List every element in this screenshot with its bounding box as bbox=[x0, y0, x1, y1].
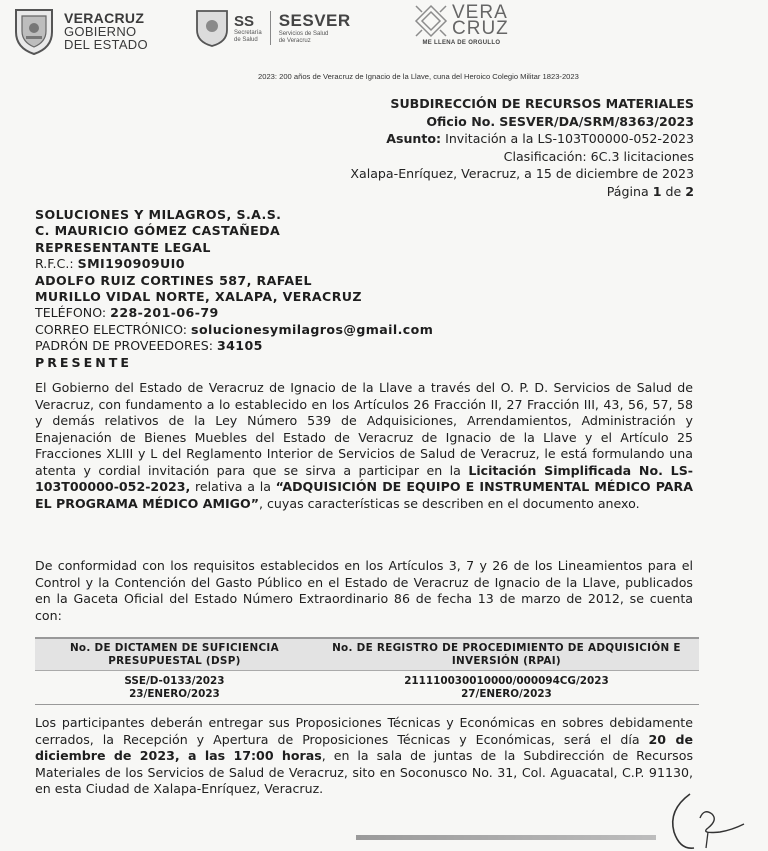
phone-label: TELÉFONO: bbox=[35, 305, 107, 321]
gobierno-line-3: DEL ESTADO bbox=[64, 36, 148, 52]
dsp-date: 23/ENERO/2023 bbox=[129, 687, 220, 700]
asunto-value: Invitación a la LS-103T00000-052-2023 bbox=[445, 131, 694, 146]
p1-text-a: El Gobierno del Estado de Veracruz de Ignacio de la Llave a través del O. P. D. Servicios de Salud de Veracruz, con fundamento a lo establecido en los Artículos 26 Fracción II, 27 Fracción III, 43, 56, 57, 58 y demás relativos de la Ley Número 539 de Adquisiciones, Arrendamientos, Administración y Enajenación de Bienes Muebles del Estado de Veracruz de Ignacio de la Llave y el Artículo 25 Fracciones XLIII y L del Reglamento Interior de Servicios de Salud de Veracruz, le está formulando una atenta y cordial invitación para que se sirva a participar en la bbox=[35, 380, 693, 478]
rfc-label: R.F.C.: bbox=[35, 256, 74, 272]
phone-value: 228-201-06-79 bbox=[110, 305, 219, 321]
presente: PRESENTE bbox=[35, 354, 132, 370]
page-indicator bbox=[350, 183, 694, 201]
recipient-role: REPRESENTANTE LEGAL bbox=[35, 239, 211, 255]
footer-bar bbox=[356, 835, 656, 840]
page-number: 1 bbox=[652, 183, 662, 199]
sesver-sub-2: de Veracruz bbox=[278, 38, 311, 44]
coat-of-arms-icon bbox=[12, 6, 56, 56]
table-header-rpai: No. DE REGISTRO DE PROCEDIMIENTO DE ADQUISICIÓN E INVERSIÓN (RPAI) bbox=[314, 638, 699, 671]
requirements-paragraph: De conformidad con los requisitos establecidos en los Artículos 3, 7 y 26 de los Lineamientos para el Control y la Contención del Gasto Público en el Estado de Veracruz de Ignacio de la Llave, publicados en la Gaceta Oficial del Estado Número Extraordinario 86 de fecha 13 de marzo de 2012, se cuenta con: bbox=[35, 558, 693, 623]
rpai-cell bbox=[314, 671, 699, 705]
logo-divider bbox=[270, 11, 271, 45]
p1-licitacion: Licitación Simplificada No. LS-103T00000-052-2023, bbox=[35, 462, 694, 494]
sesver-sub-1: Servicios de Salud bbox=[278, 31, 329, 37]
table-header-dsp: No. DE DICTAMEN DE SUFICIENCIA PRESUPUESTAL (DSP) bbox=[35, 638, 314, 671]
asunto-label: Asunto: bbox=[386, 131, 442, 146]
gobierno-logo bbox=[12, 6, 148, 56]
gobierno-line-1: VERACRUZ bbox=[64, 9, 145, 26]
table-row bbox=[35, 671, 699, 705]
oficio-label: Oficio No. bbox=[426, 113, 496, 129]
ss-sub-2: de Salud bbox=[234, 36, 258, 43]
rfc-value: SMI190909UI0 bbox=[77, 256, 185, 272]
sesver-mark: SESVER bbox=[278, 11, 351, 30]
reference-block bbox=[350, 95, 694, 200]
p1-text-c: relativa a la bbox=[190, 479, 276, 494]
oficio-number: SESVER/DA/SRM/8363/2023 bbox=[499, 113, 694, 129]
veracruz-pattern-icon bbox=[414, 4, 448, 38]
padron-value: 34105 bbox=[216, 338, 263, 354]
email-value: solucionesymilagros@gmail.com bbox=[191, 321, 434, 337]
signature-mark-icon bbox=[660, 788, 750, 851]
budget-table bbox=[35, 637, 699, 705]
email-label: CORREO ELECTRÓNICO: bbox=[35, 321, 188, 337]
addressee-block bbox=[35, 207, 433, 371]
clasificacion: Clasificación: 6C.3 licitaciones bbox=[503, 148, 694, 164]
year-commemoration-line: 2023: 200 años de Veracruz de Ignacio de la Llave, cuna del Heroico Colegio Militar 1823-2023 bbox=[258, 72, 579, 81]
invitation-paragraph bbox=[35, 380, 693, 512]
rpai-number: 211110030010000/000094CG/2023 bbox=[404, 675, 609, 687]
page-total: 2 bbox=[685, 183, 694, 199]
p3-text-a: Los participantes deberán entregar sus Proposiciones Técnicas y Económicas en sobres debidamente cerrados, la Recepción y Apertura de Proposiciones Técnicas y Económicas, será el día bbox=[35, 715, 693, 747]
padron-label: PADRÓN DE PROVEEDORES: bbox=[35, 338, 213, 354]
ss-sub-1: Secretaría bbox=[234, 29, 262, 36]
ss-mark: SS bbox=[234, 12, 255, 30]
vera-line-2: CRUZ bbox=[452, 18, 509, 39]
dsp-cell bbox=[35, 671, 314, 705]
office-title: SUBDIRECCIÓN DE RECURSOS MATERIALES bbox=[390, 96, 694, 111]
dsp-number: SSE/D-0133/2023 bbox=[124, 675, 225, 687]
ss-sesver-logo bbox=[194, 8, 351, 48]
address-line-1: ADOLFO RUIZ CORTINES 587, RAFAEL bbox=[35, 272, 312, 288]
page-of: de bbox=[665, 183, 682, 199]
p3-date-time: 20 de diciembre de 2023, a las 17:00 horas bbox=[35, 731, 693, 763]
gobierno-line-2: GOBIERNO bbox=[64, 23, 137, 39]
page-prefix: Página bbox=[606, 183, 649, 199]
place-date: Xalapa-Enríquez, Veracruz, a 15 de diciembre de 2023 bbox=[350, 166, 694, 181]
veracruz-logo bbox=[414, 4, 509, 46]
company-name: SOLUCIONES Y MILAGROS, S.A.S. bbox=[35, 207, 282, 222]
p1-text-e: , cuyas características se describen en el documento anexo. bbox=[258, 495, 640, 511]
rpai-date: 27/ENERO/2023 bbox=[461, 687, 552, 700]
recipient-name: C. MAURICIO GÓMEZ CASTAÑEDA bbox=[35, 223, 281, 239]
ss-shield-icon bbox=[194, 8, 230, 48]
address-line-2: MURILLO VIDAL NORTE, XALAPA, VERACRUZ bbox=[35, 289, 362, 305]
p1-adquisicion: “ADQUISICIÓN DE EQUIPO E INSTRUMENTAL MÉDICO PARA EL PROGRAMA MÉDICO AMIGO” bbox=[35, 479, 693, 511]
p3-text-c: , en la sala de juntas de la Subdirección de Recursos Materiales de los Servicios de Salud de Veracruz, sito en Soconusco No. 31, Col. Aguacatal, C.P. 91130, en esta Ciudad de Xalapa-Enríquez, Veracruz. bbox=[35, 748, 694, 796]
vera-tagline: ME LLENA DE ORGULLO bbox=[422, 40, 501, 46]
submission-paragraph bbox=[35, 715, 693, 798]
vera-line-1: VERA bbox=[452, 2, 508, 23]
